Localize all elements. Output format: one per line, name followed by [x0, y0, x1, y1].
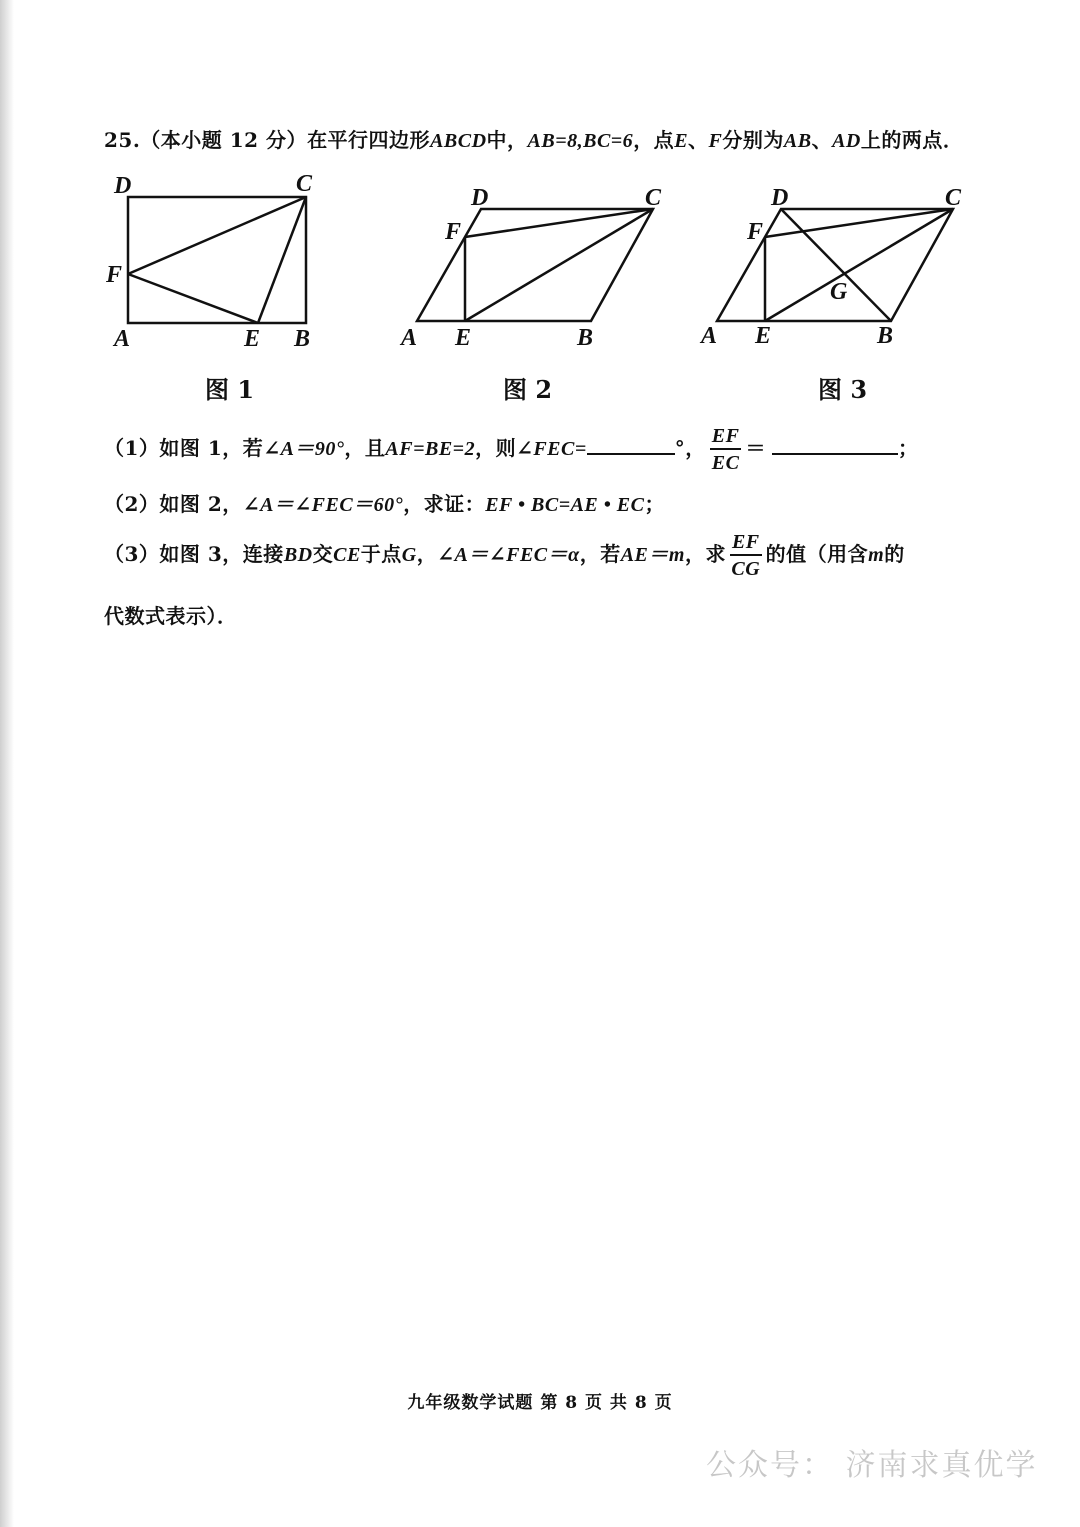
q1-angle-fec: ∠FEC= [516, 438, 587, 460]
q2-text: 如图 2， [159, 492, 243, 516]
fig2-label-c: C [645, 185, 662, 211]
fig1-label-a: A [114, 326, 131, 352]
figure-2-caption: 图 2 [503, 375, 553, 404]
page-edge-shadow [0, 0, 14, 1527]
fig2-label-e: E [455, 325, 472, 351]
point-e: E [674, 130, 689, 152]
fig2-label-b: B [577, 325, 594, 351]
fig3-label-b: B [877, 323, 894, 349]
question-3-line-2: 代数式表示）． [104, 604, 238, 628]
segment-ad: AD [832, 130, 861, 152]
question-1 [104, 426, 918, 473]
stem-text: ，点 [633, 128, 675, 152]
fig3-label-c: C [945, 185, 962, 211]
figure-1 [98, 165, 338, 355]
q2-angle-condition: ∠A＝∠FEC＝60° [242, 494, 404, 516]
fig3-label-e: E [755, 323, 772, 349]
problem-stem [104, 124, 963, 153]
fig2-label-d: D [471, 185, 489, 211]
figure-3 [695, 175, 985, 355]
side-lengths: AB=8,BC=6 [527, 130, 634, 152]
q2-text: ； [644, 492, 665, 516]
separator: 、 [811, 128, 833, 152]
stem-text: 分别为 [722, 128, 784, 152]
q3-angle-condition: ∠A＝∠FEC＝α [437, 544, 580, 566]
variable-m: m [868, 544, 885, 566]
stem-text: 上的两点． [860, 128, 964, 152]
q3-fraction [730, 532, 762, 579]
fig2-label-a: A [401, 325, 418, 351]
segment-ab: AB [783, 130, 812, 152]
q3-text: ，求 [684, 542, 726, 566]
fig3-label-f: F [747, 219, 764, 245]
q3-text: 于点 [360, 542, 402, 566]
fig2-label-f: F [445, 219, 462, 245]
segment-ce: CE [333, 544, 361, 566]
q1-answer-blank-ratio[interactable] [772, 453, 898, 455]
question-3 [104, 532, 905, 579]
fig1-label-e: E [244, 326, 261, 352]
q3-length-condition: AE＝m [620, 544, 685, 566]
q1-text: ，则 [475, 436, 517, 460]
fraction-numerator: EF [730, 532, 762, 556]
fig3-label-d: D [771, 185, 789, 211]
fraction-numerator: EF [710, 426, 742, 450]
equals-sign: ＝ [745, 436, 766, 460]
q1-text: 如图 1，若 [159, 436, 264, 460]
figure-3-caption: 图 3 [818, 375, 868, 404]
q1-text: ； [897, 436, 919, 460]
q2-text: ，求证： [403, 492, 486, 516]
problem-score: （本小题 12 分） [140, 128, 308, 152]
fraction-denominator: CG [731, 558, 761, 580]
q3-text: ， [416, 542, 438, 566]
fig1-label-d: D [114, 173, 132, 199]
question-2 [104, 488, 665, 517]
figure-2 [395, 175, 685, 355]
q3-text: 的值（用含 [765, 542, 869, 566]
page-footer: 九年级数学试题 第 8 页 共 8 页 [407, 1393, 673, 1413]
q1-fraction [710, 426, 742, 473]
q3-text: 的 [884, 542, 905, 566]
q2-proof-expression: EF • BC=AE • EC [485, 494, 645, 516]
fig1-label-c: C [296, 171, 313, 197]
problem-number: 25. [104, 128, 141, 152]
fraction-denominator: EC [711, 452, 740, 474]
q1-text: ，且 [344, 436, 386, 460]
fig1-label-f: F [106, 262, 123, 288]
segment-bd: BD [283, 544, 313, 566]
question-2-number: （2） [104, 492, 160, 516]
q3-text: 交 [312, 542, 334, 566]
point-f: F [708, 130, 723, 152]
figure-1-caption: 图 1 [205, 375, 255, 404]
q3-text: 如图 3，连接 [159, 542, 284, 566]
question-3-number: （3） [104, 542, 160, 566]
stem-text: 中， [486, 128, 528, 152]
separator: 、 [688, 128, 709, 152]
stem-text: 在平行四边形 [307, 128, 431, 152]
q3-text: ，若 [579, 542, 621, 566]
fig3-label-g: G [830, 279, 848, 305]
fig3-label-a: A [701, 323, 718, 349]
q1-answer-blank-angle[interactable] [587, 453, 675, 455]
q1-length-condition: AF=BE=2 [385, 438, 476, 460]
q1-angle-condition: ∠A＝90° [263, 438, 345, 460]
question-1-number: （1） [104, 436, 160, 460]
q1-text: °， [674, 436, 706, 460]
fig1-label-b: B [294, 326, 311, 352]
shape-name: ABCD [430, 130, 487, 152]
point-g: G [401, 544, 417, 566]
watermark: 公众号： 济南求真优学 [706, 1448, 1038, 1483]
